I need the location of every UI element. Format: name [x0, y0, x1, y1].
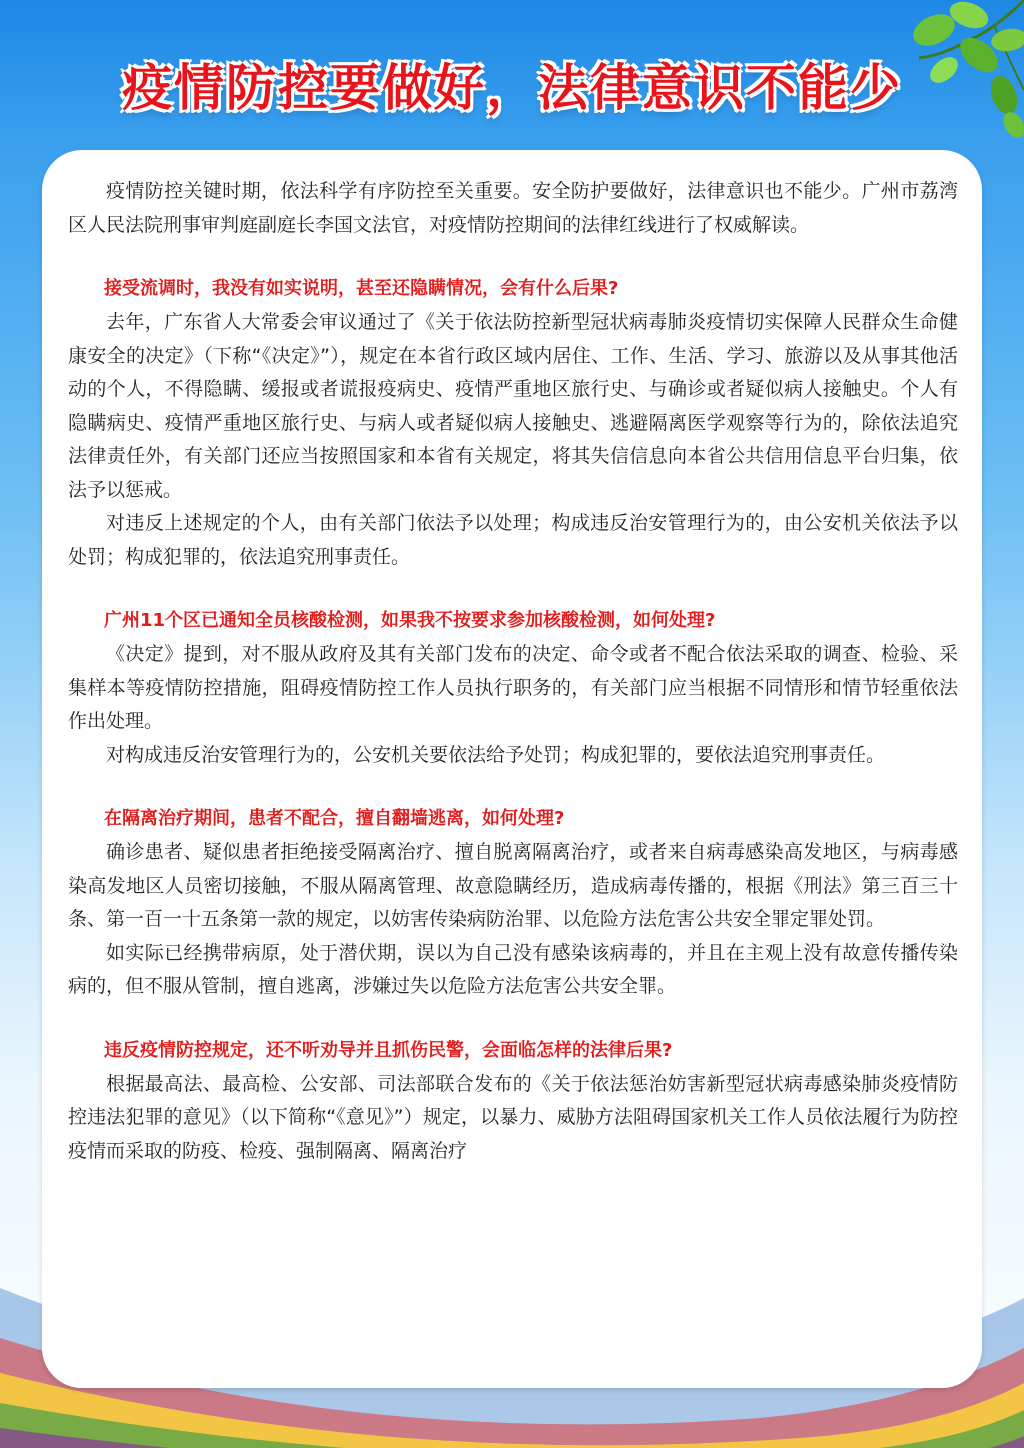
article-body: [68, 175, 958, 1168]
section-1-question: 接受流调时，我没有如实说明，甚至还隐瞒情况，会有什么后果?: [104, 278, 619, 299]
intro-paragraph: 疫情防控关键时期，依法科学有序防控至关重要。安全防护要做好，法律意识也不能少。广州市荔湾区人民法院刑事审判庭副庭长李国文法官，对疫情防控期间的法律红线进行了权威解读。: [68, 180, 958, 236]
content-panel: [42, 150, 982, 1388]
section-1-paragraph-2: 对违反上述规定的个人，由有关部门依法予以处理；构成违反治安管理行为的，由公安机关依法予以处罚；构成犯罪的，依法追究刑事责任。: [68, 512, 958, 568]
section-3-paragraph-2: 如实际已经携带病原，处于潜伏期，误以为自己没有感染该病毒的，并且在主观上没有故意传播传染病的，但不服从管制，擅自逃离，涉嫌过失以危险方法危害公共安全罪。: [68, 941, 958, 997]
section-2-question: 广州11个区已通知全员核酸检测，如果我不按要求参加核酸检测，如何处理?: [104, 610, 716, 631]
section-4-paragraph-1: 根据最高法、最高检、公安部、司法部联合发布的《关于依法惩治妨害新型冠状病毒感染肺炎疫情防控违法犯罪的意见》（以下简称“《意见》”）规定，以暴力、威胁方法阻碍国家机关工作人员依法履行为防控疫情而采取的防疫、检疫、强制隔离、隔离治疗: [68, 1072, 958, 1162]
section-1-paragraph-1: 去年，广东省人大常委会审议通过了《关于依法防控新型冠状病毒肺炎疫情切实保障人民群众生命健康安全的决定》（下称“《决定》”），规定在本省行政区域内居住、工作、生活、学习、旅游以及从事其他活动的个人，不得隐瞒、缓报或者谎报疫病史、疫情严重地区旅行史、与确诊或者疑似病人接触史。个人有隐瞒病史、疫情严重地区旅行史、与病人或者疑似病人接触史、逃避隔离医学观察等行为的，除依法追究法律责任外，有关部门还应当按照国家和本省有关规定，将其失信信息向本省公共信用信息平台归集，依法予以惩戒。: [68, 311, 958, 501]
section-3-question: 在隔离治疗期间，患者不配合，擅自翻墙逃离，如何处理?: [104, 808, 565, 829]
poster-title: 疫情防控要做好，法律意识不能少: [122, 59, 902, 117]
section-2-paragraph-1: 《决定》提到，对不服从政府及其有关部门发布的决定、命令或者不配合依法采取的调查、检验、采集样本等疫情防控措施，阻碍疫情防控工作人员执行职务的，有关部门应当根据不同情形和情节轻重依法作出处理。: [68, 643, 958, 732]
section-4-question: 违反疫情防控规定，还不听劝导并且抓伤民警，会面临怎样的法律后果?: [104, 1039, 673, 1061]
section-3-paragraph-1: 确诊患者、疑似患者拒绝接受隔离治疗、擅自脱离隔离治疗，或者来自病毒感染高发地区，与病毒感染高发地区人员密切接触，不服从隔离管理、故意隐瞒经历，造成病毒传播的，根据《刑法》第三百三十条、第一百一十五条第一款的规定，以妨害传染病防治罪、以危险方法危害公共安全罪定罪处罚。: [68, 841, 958, 930]
section-2-paragraph-2: 对构成违反治安管理行为的，公安机关要依法给予处罚；构成犯罪的，要依法追究刑事责任。: [106, 743, 886, 766]
